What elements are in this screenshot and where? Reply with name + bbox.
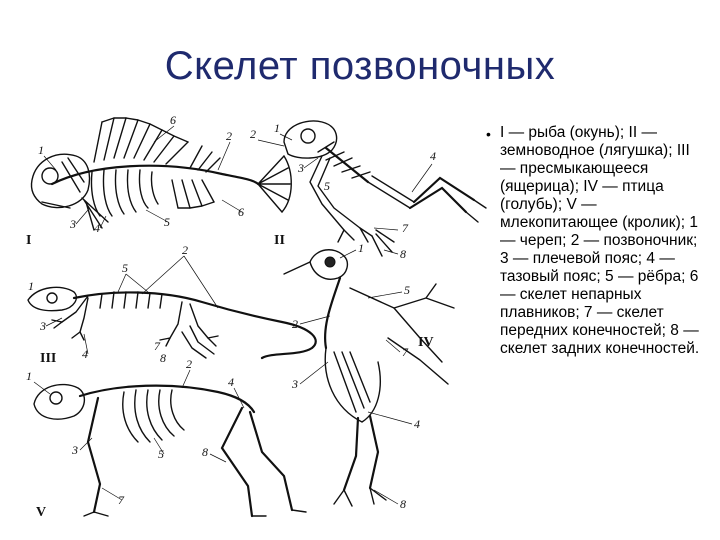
lizard-label-8: 8: [160, 351, 166, 365]
bird-label-3: 3: [292, 377, 298, 391]
skeletons-drawing: [22, 112, 492, 532]
lizard-label-5: 5: [122, 261, 128, 275]
bullet-marker: •: [486, 126, 491, 142]
bird-label-1: 1: [358, 241, 364, 255]
frog-label-8: 8: [400, 247, 406, 261]
figure-caption: [486, 124, 700, 358]
bird-label-2: 2: [292, 317, 298, 331]
bird-label-4: 4: [414, 417, 420, 431]
fish-label-1: 1: [38, 143, 44, 157]
fish-label-6b: 6: [238, 205, 244, 219]
frog-label-1: 1: [274, 121, 280, 135]
lizard-label-2: 2: [182, 243, 188, 257]
panel-label-II: II: [274, 233, 285, 248]
fish-label-4: 4: [94, 221, 100, 235]
bird-label-5: 5: [404, 283, 410, 297]
panel-label-I: I: [26, 233, 32, 248]
lizard-label-7: 7: [154, 339, 160, 353]
lizard-label-3: 3: [40, 319, 46, 333]
bird-skeleton: [284, 241, 454, 511]
slide-title: Скелет позвоночных: [164, 44, 556, 88]
lizard-label-4: 4: [82, 347, 88, 361]
fish-label-6a: 6: [170, 113, 176, 127]
frog-label-5: 5: [324, 179, 330, 193]
rabbit-label-2: 2: [186, 357, 192, 371]
frog-label-7: 7: [402, 221, 408, 235]
fish-label-2: 2: [226, 129, 232, 143]
lizard-skeleton: [28, 243, 316, 365]
panel-label-III: III: [40, 351, 57, 366]
rabbit-label-5: 5: [158, 447, 164, 461]
panel-label-V: V: [36, 505, 47, 520]
frog-label-2: 2: [250, 127, 256, 141]
rabbit-label-1: 1: [26, 369, 32, 383]
vertebrate-skeletons-figure: [22, 112, 492, 532]
bird-label-7: 7: [402, 345, 408, 359]
rabbit-label-7: 7: [118, 493, 124, 507]
caption-text: I — рыба (окунь); II — земноводное (лягушка); III — пресмыкающееся (ящерица); IV — птица (голубь); V — млекопитающее (кролик); 1 — череп; 2 — позвоночник; 3 — плечевой пояс; 4 — тазовый пояс; 5 — рёбра; 6 — скелет непарных плавников; 7 — скелет передних конечностей; 8 — скелет задних конечностей.: [500, 124, 700, 357]
panel-label-IV: IV: [418, 335, 434, 350]
rabbit-label-3: 3: [72, 443, 78, 457]
fish-label-5: 5: [164, 215, 170, 229]
rabbit-label-4: 4: [228, 375, 234, 389]
rabbit-skeleton: [26, 357, 306, 516]
frog-label-4: 4: [430, 149, 436, 163]
rabbit-label-8: 8: [202, 445, 208, 459]
frog-label-3: 3: [298, 161, 304, 175]
bird-label-8: 8: [400, 497, 406, 511]
frog-skeleton: [250, 121, 486, 261]
fish-label-3: 3: [70, 217, 76, 231]
lizard-label-1: 1: [28, 279, 34, 293]
